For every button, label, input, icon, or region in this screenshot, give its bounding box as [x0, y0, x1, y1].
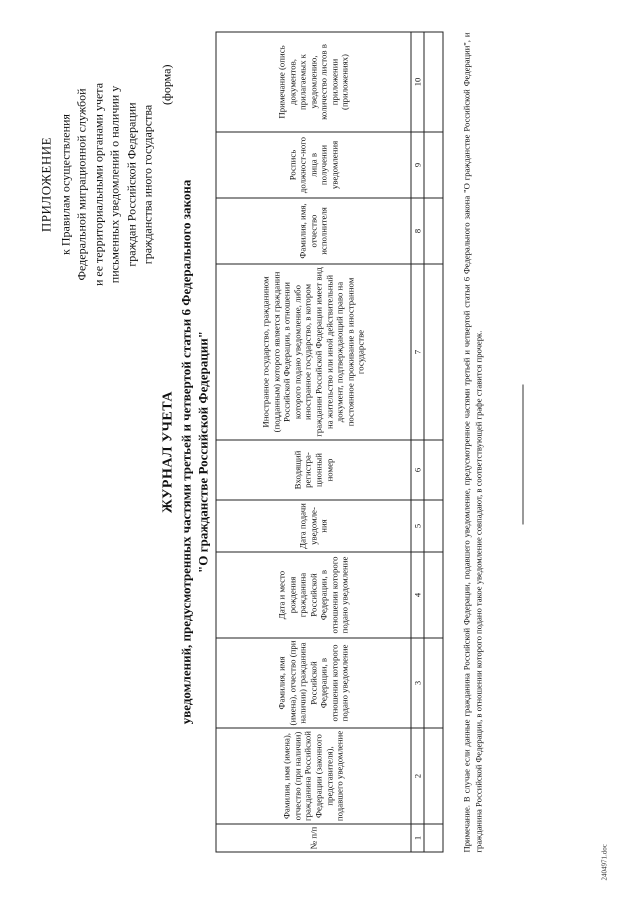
empty-cell — [424, 32, 443, 132]
empty-cell — [424, 824, 443, 852]
header-cell-executor: Фамилия, имя, отчество исполнителя — [216, 198, 411, 264]
document-id: 2404971.doc — [600, 844, 609, 881]
table-header-row — [216, 32, 411, 852]
column-number: 8 — [411, 198, 424, 264]
footnote-text: В случае если данные гражданина Российской Федерации, подавшего уведомление, предусмотренное частями третьей и четвертой статьи 6 Федерального закона "О гражданстве Российской Федерации", и гражданина Российской Федерации, в отношении которого подано такое уведомление совпадают, в соответствующей графе ставится прочерк. — [461, 32, 484, 853]
header-cell-birth: Дата и место рождения гражданина Российской Федерации, в отношении которого подано уведомление — [216, 552, 411, 638]
column-number: 2 — [411, 728, 424, 824]
empty-cell — [424, 264, 443, 440]
header-cell-number: № п/п — [216, 824, 411, 852]
column-number: 7 — [411, 264, 424, 440]
header-cell-applicant: Фамилия, имя (имена), отчество (при наличии) гражданина Российской Федерации (законного представителя), подавшего уведомление — [216, 728, 411, 824]
appendix-line: граждан Российской Федерации — [124, 102, 138, 267]
empty-cell — [424, 440, 443, 500]
header-cell-citizen: Фамилия, имя (имена), отчество (при наличии) гражданина Российской Федерации, в отношении которого подано уведомление — [216, 638, 411, 728]
empty-cell — [424, 728, 443, 824]
table-empty-row — [424, 32, 443, 852]
empty-cell — [424, 552, 443, 638]
appendix-line: к Правилам осуществления — [58, 114, 72, 255]
footnote-label: Примечание. — [461, 805, 472, 853]
column-number: 1 — [411, 824, 424, 852]
column-number: 4 — [411, 552, 424, 638]
appendix-heading: ПРИЛОЖЕНИЕ — [38, 136, 54, 233]
empty-cell — [424, 198, 443, 264]
appendix-block — [39, 40, 175, 330]
header-cell-date: Дата подачи уведомле-ния — [216, 500, 411, 552]
separator-line — [523, 385, 524, 525]
empty-cell — [424, 638, 443, 728]
empty-cell — [424, 500, 443, 552]
journal-title — [159, 10, 212, 895]
appendix-line: письменных уведомлений о наличии у — [107, 85, 122, 284]
rotated-document-page — [11, 10, 631, 895]
journal-title-law: "О гражданстве Российской Федерации" — [195, 331, 211, 573]
appendix-line: и ее территориальными органами учета — [91, 82, 105, 287]
table-column-numbers-row — [411, 32, 424, 852]
header-cell-reg-number: Входящий регистра-ционный номер — [216, 440, 411, 500]
form-label: (форма) — [159, 64, 173, 105]
journal-table — [216, 32, 444, 853]
column-number: 6 — [411, 440, 424, 500]
header-cell-foreign-state: Иностранное государство, гражданином (подданным) которого является гражданин Российской Федерации, в отношении которого подано уведомление, либо иностранное государство, в котором гражданин Российской Федерации имеет вид на жительство или иной действительный документ, подтверждающий право на постоянное проживание в иностранном государстве — [216, 264, 411, 440]
footnote — [461, 33, 485, 853]
appendix-line: Федеральной миграционной службой — [74, 88, 89, 281]
column-number: 9 — [411, 132, 424, 198]
column-number: 3 — [411, 638, 424, 728]
journal-title-main: ЖУРНАЛ УЧЕТА — [160, 390, 176, 514]
header-cell-signature: Роспись должност-ного лица в получении уведомления — [216, 132, 411, 198]
column-number: 10 — [411, 32, 424, 132]
column-number: 5 — [411, 500, 424, 552]
journal-title-subtitle: уведомлений, предусмотренных частями третьей и четвертой статьи 6 Федерального закона — [178, 179, 194, 725]
empty-cell — [424, 132, 443, 198]
header-cell-remarks: Примечание (опись документов, прилагаемых к уведомлению, количество листов в приложении (приложениях) — [216, 32, 411, 132]
appendix-line: гражданства иного государства — [140, 104, 155, 265]
